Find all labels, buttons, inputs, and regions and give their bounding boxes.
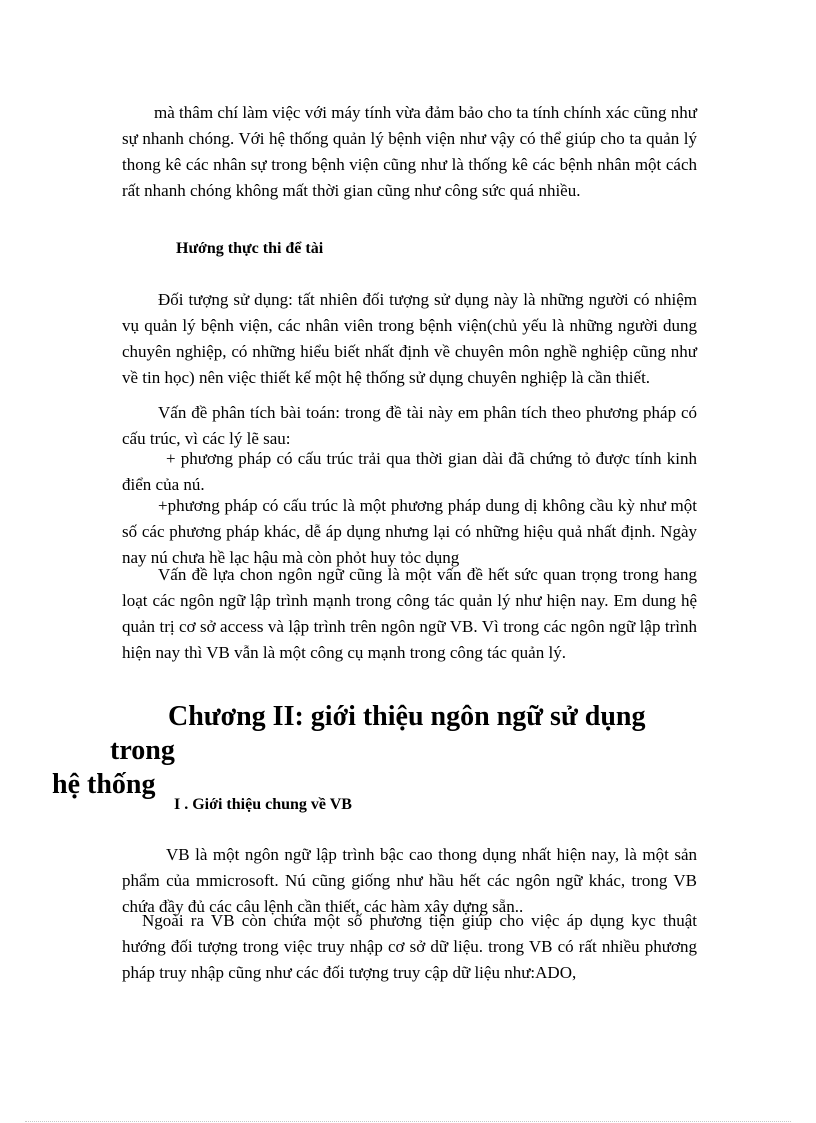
heading-direction: Hướng thực thi để tài	[176, 240, 324, 257]
paragraph-bullet-simple: +phương pháp có cấu trúc là một phương pháp dung dị không cầu kỳ như một số các phương pháp khác, dễ áp dụng nhưng lại có những hiệu quả nhất định. Ngày nay nú chưa hề lạc hậu mà còn phỏt huy tỏc dụng	[122, 496, 697, 567]
paragraph-language-choice: Vấn đề lựa chon ngôn ngữ cũng là một vấn đề hết sức quan trọng trong hang loạt các ngôn ngữ lập trình mạnh trong công tác quản lý như hiện nay. Em dung hệ quản trị cơ sở access và lập trình trên ngôn ngữ VB. Vì trong các ngôn ngữ lập trình hiện nay thì VB vẫn là một công cụ mạnh trong công tác quản lý.	[122, 565, 697, 662]
section-heading: I . Giới thiệu chung về VB	[174, 796, 352, 813]
paragraph-intro: mà thâm chí làm việc với máy tính vừa đảm bảo cho ta tính chính xác cũng như sự nhanh chóng. Với hệ thống quản lý bệnh viện như vậy có thể giúp cho ta quản lý thong kê các nhân sự trong bệnh viện cũng như là thống kê các bệnh nhân một cách rất nhanh chóng không mất thời gian cũng như công sức quá nhiều.	[122, 103, 697, 200]
paragraph-users: Đối tượng sử dụng: tất nhiên đối tượng sử dụng này là những người có nhiệm vụ quản lý bệnh viện, các nhân viên trong bệnh viện(chủ yếu là những người dung chuyên nghiệp, có những hiểu biết nhất định về chuyên môn nghề nghiệp cũng như về tin học) nên việc thiết kế một hệ thống sử dụng chuyên nghiệp là cần thiết.	[122, 290, 697, 387]
chapter-title	[52, 700, 710, 802]
paragraph-vb-data-access: Ngoài ra VB còn chứa một số phương tiện giúp cho việc áp dụng kyc thuật hướng đối tượng trong việc truy nhập cơ sở dữ liệu. trong VB có rất nhiều phương pháp truy nhập cũng như các đối tượng truy cập dữ liệu như:ADO,	[122, 911, 697, 982]
paragraph-vb-intro: VB là một ngôn ngữ lập trình bậc cao thong dụng nhất hiện nay, là một sản phẩm của mmicrosoft. Nú cũng giống như hầu hết các ngôn ngữ khác, trong VB chứa đầy đủ các câu lệnh cần thiết, các hàm xây dựng sẵn..	[122, 845, 697, 916]
page-bottom-divider	[25, 1121, 791, 1122]
chapter-title-line2: hệ thống	[52, 769, 156, 800]
paragraph-analysis: Vấn đề phân tích bài toán: trong đề tài này em phân tích theo phương pháp có cấu trúc, vì các lý lẽ sau:	[122, 403, 697, 448]
chapter-title-line1: Chương II: giới thiệu ngôn ngữ sử dụng trong	[110, 701, 646, 766]
paragraph-bullet-classic: + phương pháp có cấu trúc trải qua thời gian dài đã chứng tỏ được tính kinh điển của nú.	[122, 449, 697, 494]
